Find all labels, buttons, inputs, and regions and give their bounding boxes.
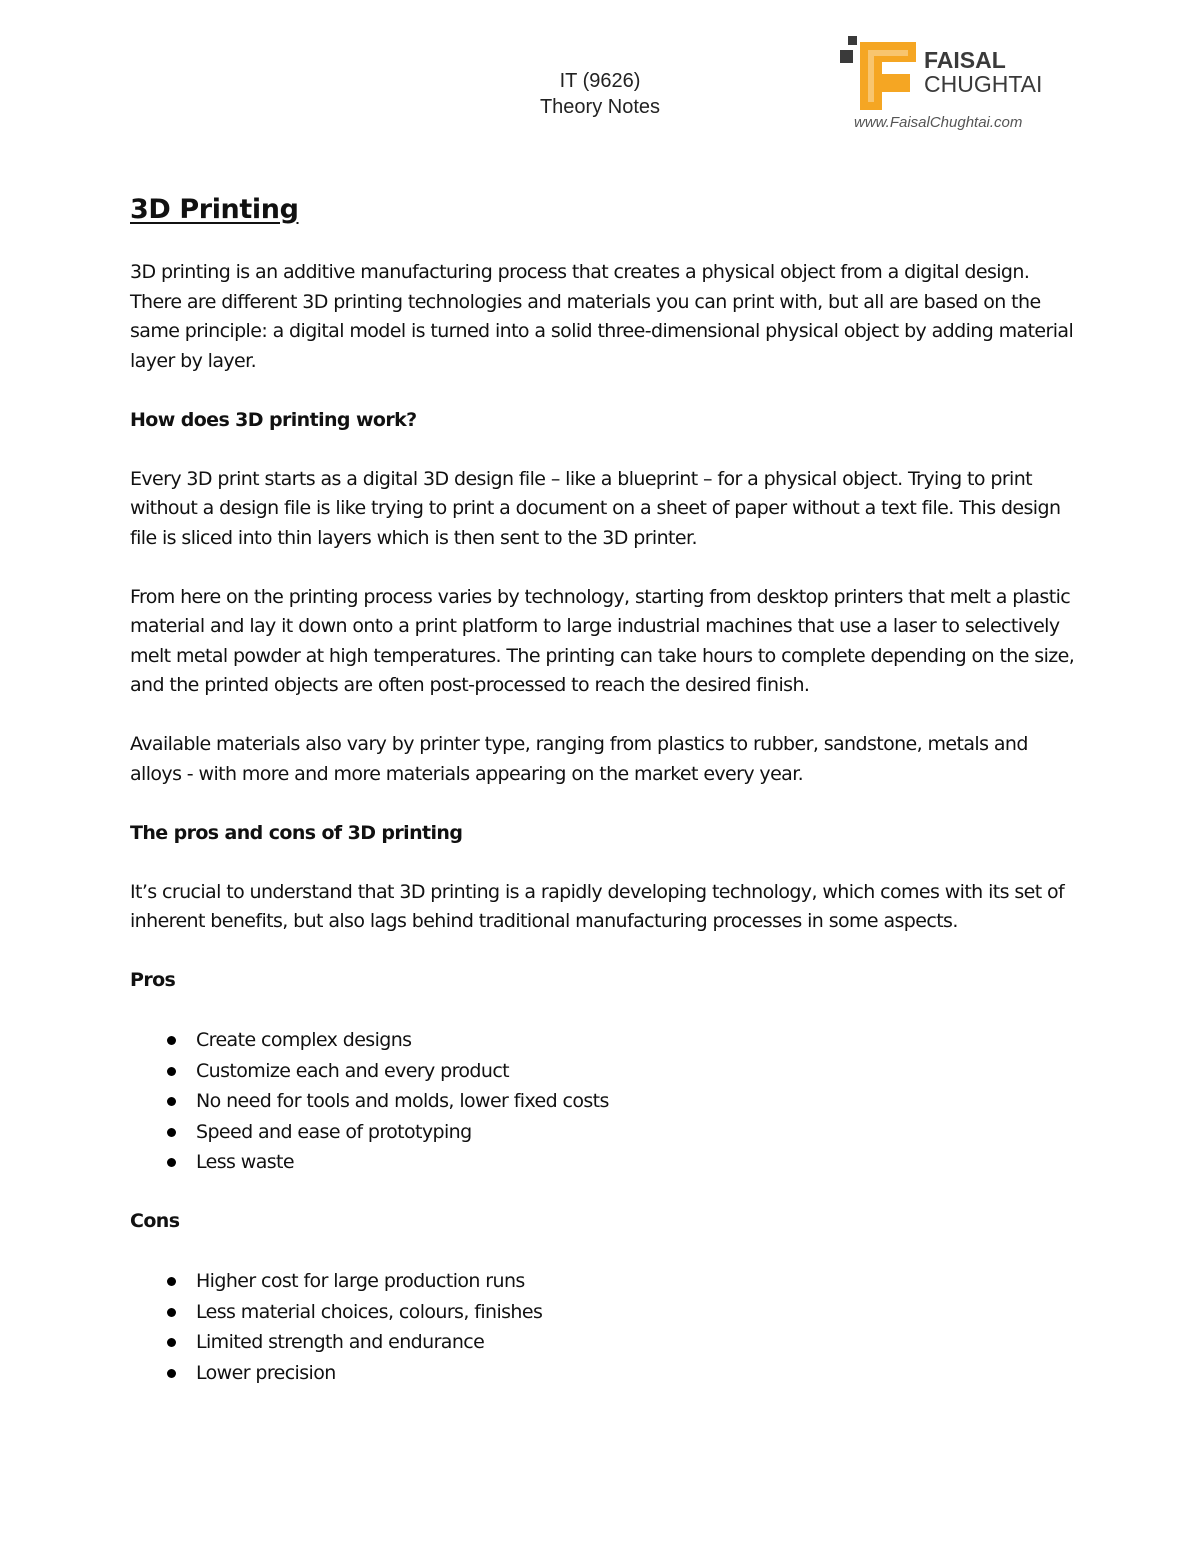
list-item: Speed and ease of prototyping xyxy=(130,1117,1080,1148)
pros-heading: Pros xyxy=(130,969,176,991)
list-item: Create complex designs xyxy=(130,1025,1080,1056)
logo-graphic xyxy=(840,32,1070,136)
intro-paragraph: 3D printing is an additive manufacturing process that creates a physical object from a digital design. There are different 3D printing technologies and materials you can print with, but all are based on the same principle: a digital model is turned into a solid three-dimensional physical object by adding material layer by layer. xyxy=(130,261,1074,372)
list-item: Lower precision xyxy=(130,1358,1080,1389)
pros-cons-heading: The pros and cons of 3D printing xyxy=(130,821,463,844)
cons-heading: Cons xyxy=(130,1210,180,1232)
list-item: Less material choices, colours, finishes xyxy=(130,1297,1080,1328)
how-it-works-heading: How does 3D printing work? xyxy=(130,408,417,431)
logo-url: www.FaisalChughtai.com xyxy=(854,114,1023,131)
list-item: Higher cost for large production runs xyxy=(130,1266,1080,1297)
header-subtitle: Theory Notes xyxy=(539,96,661,118)
logo-name-line1: FAISAL xyxy=(924,47,1006,73)
how-paragraph-3: Available materials also vary by printer type, ranging from plastics to rubber, sandstone, metals and alloys - with more and more materials appearing on the market every year. xyxy=(130,733,1028,785)
list-item: Customize each and every product xyxy=(130,1056,1080,1087)
logo-square-top xyxy=(848,36,857,45)
header-course-code: IT (9626) xyxy=(559,70,641,92)
how-paragraph-2: From here on the printing process varies by technology, starting from desktop printers that melt a plastic material and lay it down onto a print platform to large industrial machines that use a laser to selectively melt metal powder at high temperatures. The printing can take hours to complete depending on the size, and the printed objects are often post-processed to reach the desired finish. xyxy=(130,585,1075,696)
document-body xyxy=(130,190,1080,1418)
logo-name-line2: CHUGHTAI xyxy=(924,71,1043,97)
list-item: Limited strength and endurance xyxy=(130,1327,1080,1358)
pros-list xyxy=(130,1025,1080,1178)
pros-cons-intro: It’s crucial to understand that 3D printing is a rapidly developing technology, which comes with its set of inherent benefits, but also lags behind traditional manufacturing processes in some aspects. xyxy=(130,880,1065,932)
how-paragraph-1: Every 3D print starts as a digital 3D design file – like a blueprint – for a physical object. Trying to print without a design file is like trying to print a document on a sheet of paper without a text file. This design file is sliced into thin layers which is then sent to the 3D printer. xyxy=(130,467,1061,549)
page-title: 3D Printing xyxy=(130,194,299,225)
list-item: Less waste xyxy=(130,1147,1080,1178)
cons-list xyxy=(130,1266,1080,1388)
list-item: No need for tools and molds, lower fixed costs xyxy=(130,1086,1080,1117)
faisal-chughtai-logo xyxy=(840,32,1070,136)
logo-square-left xyxy=(840,50,853,63)
